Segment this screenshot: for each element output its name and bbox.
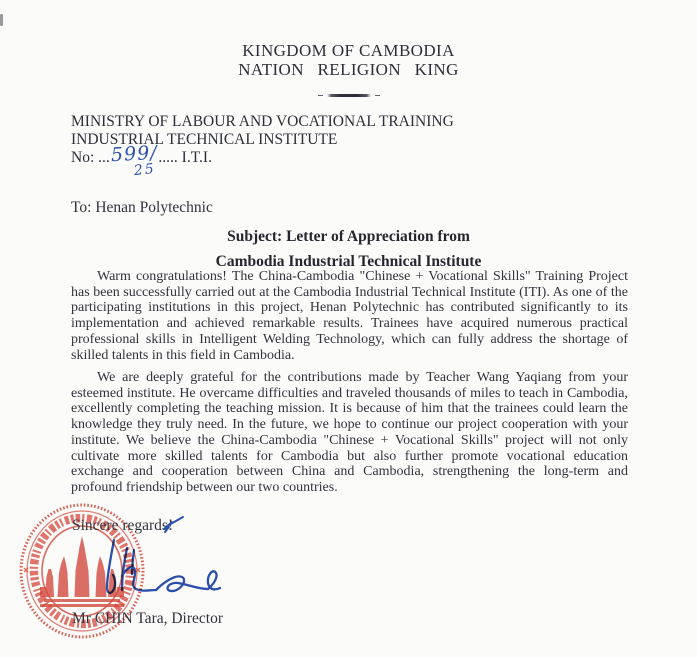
scan-artifact [0,14,3,26]
handwritten-reference-number: 599/ [110,141,158,167]
subject-line-1: Subject: Letter of Appreciation from [227,228,470,245]
body-paragraph-2: We are deeply grateful for the contributions made by Teacher Wang Yaqiang from your esteemed institute. He overcame difficulties and traveled thousands of miles to teach in Cambodia, excellently completing the teaching mission. It is because of him that the trainees could learn the knowledge they truly need. In the future, we hope to continue our project cooperation with your institute. We believe the China-Cambodia "Chinese + Vocational Skills" project will not only cultivate more skilled talents for Cambodia but also further promote vocational education exchange and cooperation between China and Cambodia, strengthening the long-term and profound friendship between our two countries. [71,370,628,495]
header-divider [327,94,371,97]
body-paragraph-1: Warm congratulations! The China-Cambodia "Chinese + Vocational Skills" Training Project has been successfully carried out at the Cambodia Industrial Technical Institute (ITI). As one of the participating institutions in this project, Henan Polytechnic has contributed significantly to its implementation and achieved remarkable results. Trainees have acquired numerous practical professional skills in Intelligent Welding Technology, which can fully address the shortage of skilled talents in this field in Cambodia. [71,269,628,363]
recipient-line: To: Henan Polytechnic [71,199,213,216]
reference-number-suffix: ..... I.T.I. [158,149,212,167]
ministry-name: MINISTRY OF LABOUR AND VOCATIONAL TRAINING [71,113,454,130]
subject-line-2: Cambodia Industrial Technical Institute [215,253,482,270]
institute-name: INDUSTRIAL TECHNICAL INSTITUTE [71,130,338,148]
royal-header [0,42,697,79]
handwritten-reference-year: 25 [133,161,157,180]
reference-number-line [71,141,454,180]
letterhead [71,113,454,180]
national-motto: NATION RELIGION KING [238,59,459,79]
kingdom-title: KINGDOM OF CAMBODIA [242,41,455,60]
closing-line: Sincere regards! [72,517,174,534]
reference-number-prefix: No: ... [71,149,110,167]
signer-name-line: Mr CHIN Tara, Director [72,610,223,627]
director-signature [96,532,228,604]
